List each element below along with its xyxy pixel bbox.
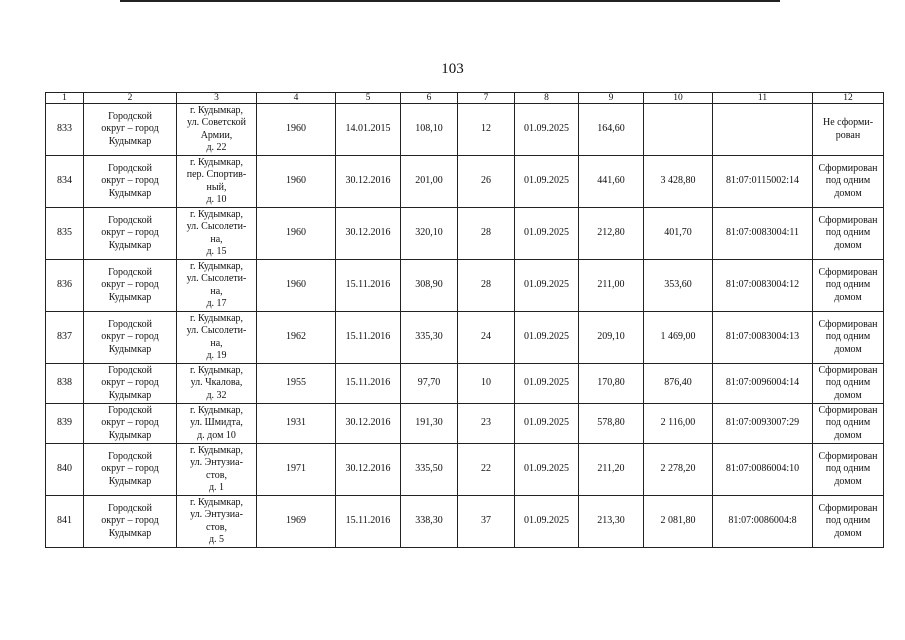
- value10-cell: 3 428,80: [644, 156, 713, 208]
- year-cell: 1969: [257, 496, 336, 548]
- area-cell: 335,30: [401, 312, 458, 364]
- address-cell: г. Кудымкар, ул. Сысолети- на, д. 17: [177, 260, 257, 312]
- deadline-cell: 01.09.2025: [515, 208, 579, 260]
- value10-cell: 401,70: [644, 208, 713, 260]
- deadline-cell: 01.09.2025: [515, 156, 579, 208]
- column-number: 1: [46, 93, 84, 104]
- table-row: [46, 104, 884, 156]
- count-cell: 37: [458, 496, 515, 548]
- column-number: 10: [644, 93, 713, 104]
- year-cell: 1960: [257, 104, 336, 156]
- row-number: 840: [46, 444, 84, 496]
- status-cell: Сформирован под одним домом: [813, 156, 884, 208]
- deadline-cell: 01.09.2025: [515, 496, 579, 548]
- deadline-cell: 01.09.2025: [515, 444, 579, 496]
- value9-cell: 441,60: [579, 156, 644, 208]
- table-row: [46, 404, 884, 444]
- column-number: 5: [336, 93, 401, 104]
- status-cell: Сформирован под одним домом: [813, 312, 884, 364]
- address-cell: г. Кудымкар, ул. Советской Армии, д. 22: [177, 104, 257, 156]
- count-cell: 26: [458, 156, 515, 208]
- value10-cell: 2 116,00: [644, 404, 713, 444]
- table-row: [46, 312, 884, 364]
- date-cell: 30.12.2016: [336, 156, 401, 208]
- table-row: [46, 444, 884, 496]
- deadline-cell: 01.09.2025: [515, 104, 579, 156]
- status-cell: Сформирован под одним домом: [813, 208, 884, 260]
- deadline-cell: 01.09.2025: [515, 312, 579, 364]
- count-cell: 22: [458, 444, 515, 496]
- address-cell: г. Кудымкар, ул. Энтузиа- стов, д. 1: [177, 444, 257, 496]
- page-number: 103: [441, 61, 464, 77]
- status-cell: Не сформи- рован: [813, 104, 884, 156]
- year-cell: 1931: [257, 404, 336, 444]
- column-number: 8: [515, 93, 579, 104]
- value9-cell: 578,80: [579, 404, 644, 444]
- housing-registry-table: [45, 92, 884, 548]
- column-number: 11: [713, 93, 813, 104]
- address-cell: г. Кудымкар, ул. Сысолети- на, д. 15: [177, 208, 257, 260]
- value10-cell: [644, 104, 713, 156]
- address-cell: г. Кудымкар, ул. Сысолети- на, д. 19: [177, 312, 257, 364]
- column-number: 2: [84, 93, 177, 104]
- column-number: 4: [257, 93, 336, 104]
- row-number: 838: [46, 364, 84, 404]
- date-cell: 14.01.2015: [336, 104, 401, 156]
- date-cell: 30.12.2016: [336, 208, 401, 260]
- count-cell: 23: [458, 404, 515, 444]
- area-cell: 201,00: [401, 156, 458, 208]
- cadastral-number-cell: 81:07:0093007:29: [713, 404, 813, 444]
- area-cell: 308,90: [401, 260, 458, 312]
- column-number: 3: [177, 93, 257, 104]
- area-cell: 335,50: [401, 444, 458, 496]
- status-cell: Сформирован под одним домом: [813, 404, 884, 444]
- cadastral-number-cell: 81:07:0086004:10: [713, 444, 813, 496]
- row-number: 836: [46, 260, 84, 312]
- value9-cell: 164,60: [579, 104, 644, 156]
- row-number: 841: [46, 496, 84, 548]
- registry-body: [46, 104, 884, 548]
- date-cell: 15.11.2016: [336, 364, 401, 404]
- count-cell: 24: [458, 312, 515, 364]
- cadastral-number-cell: 81:07:0083004:13: [713, 312, 813, 364]
- table-row: [46, 260, 884, 312]
- value9-cell: 170,80: [579, 364, 644, 404]
- address-cell: г. Кудымкар, ул. Шмидта, д. дом 10: [177, 404, 257, 444]
- deadline-cell: 01.09.2025: [515, 260, 579, 312]
- area-cell: 191,30: [401, 404, 458, 444]
- address-cell: г. Кудымкар, ул. Чкалова, д. 32: [177, 364, 257, 404]
- value9-cell: 213,30: [579, 496, 644, 548]
- cadastral-number-cell: 81:07:0096004:14: [713, 364, 813, 404]
- date-cell: 30.12.2016: [336, 444, 401, 496]
- table-row: [46, 364, 884, 404]
- date-cell: 30.12.2016: [336, 404, 401, 444]
- area-cell: 108,10: [401, 104, 458, 156]
- table-row: [46, 208, 884, 260]
- municipality-cell: Городской округ – город Кудымкар: [84, 156, 177, 208]
- column-number: 7: [458, 93, 515, 104]
- year-cell: 1962: [257, 312, 336, 364]
- value9-cell: 211,00: [579, 260, 644, 312]
- value10-cell: 2 081,80: [644, 496, 713, 548]
- top-rule: [120, 0, 780, 2]
- date-cell: 15.11.2016: [336, 496, 401, 548]
- column-number: 9: [579, 93, 644, 104]
- value10-cell: 876,40: [644, 364, 713, 404]
- count-cell: 10: [458, 364, 515, 404]
- deadline-cell: 01.09.2025: [515, 404, 579, 444]
- year-cell: 1960: [257, 208, 336, 260]
- year-cell: 1960: [257, 260, 336, 312]
- municipality-cell: Городской округ – город Кудымкар: [84, 208, 177, 260]
- municipality-cell: Городской округ – город Кудымкар: [84, 496, 177, 548]
- value10-cell: 353,60: [644, 260, 713, 312]
- row-number: 837: [46, 312, 84, 364]
- municipality-cell: Городской округ – город Кудымкар: [84, 404, 177, 444]
- municipality-cell: Городской округ – город Кудымкар: [84, 312, 177, 364]
- date-cell: 15.11.2016: [336, 260, 401, 312]
- year-cell: 1971: [257, 444, 336, 496]
- cadastral-number-cell: [713, 104, 813, 156]
- status-cell: Сформирован под одним домом: [813, 260, 884, 312]
- municipality-cell: Городской округ – город Кудымкар: [84, 104, 177, 156]
- count-cell: 28: [458, 208, 515, 260]
- column-number: 12: [813, 93, 884, 104]
- row-number: 834: [46, 156, 84, 208]
- count-cell: 28: [458, 260, 515, 312]
- cadastral-number-cell: 81:07:0083004:11: [713, 208, 813, 260]
- area-cell: 338,30: [401, 496, 458, 548]
- cadastral-number-cell: 81:07:0083004:12: [713, 260, 813, 312]
- value9-cell: 211,20: [579, 444, 644, 496]
- municipality-cell: Городской округ – город Кудымкар: [84, 444, 177, 496]
- year-cell: 1955: [257, 364, 336, 404]
- row-number: 835: [46, 208, 84, 260]
- date-cell: 15.11.2016: [336, 312, 401, 364]
- column-number-row: [46, 93, 884, 104]
- row-number: 839: [46, 404, 84, 444]
- value10-cell: 2 278,20: [644, 444, 713, 496]
- address-cell: г. Кудымкар, ул. Энтузиа- стов, д. 5: [177, 496, 257, 548]
- count-cell: 12: [458, 104, 515, 156]
- value9-cell: 209,10: [579, 312, 644, 364]
- table-row: [46, 496, 884, 548]
- year-cell: 1960: [257, 156, 336, 208]
- row-number: 833: [46, 104, 84, 156]
- status-cell: Сформирован под одним домом: [813, 444, 884, 496]
- municipality-cell: Городской округ – город Кудымкар: [84, 260, 177, 312]
- municipality-cell: Городской округ – город Кудымкар: [84, 364, 177, 404]
- cadastral-number-cell: 81:07:0086004:8: [713, 496, 813, 548]
- value10-cell: 1 469,00: [644, 312, 713, 364]
- table-row: [46, 156, 884, 208]
- status-cell: Сформирован под одним домом: [813, 364, 884, 404]
- deadline-cell: 01.09.2025: [515, 364, 579, 404]
- column-number: 6: [401, 93, 458, 104]
- area-cell: 320,10: [401, 208, 458, 260]
- value9-cell: 212,80: [579, 208, 644, 260]
- area-cell: 97,70: [401, 364, 458, 404]
- address-cell: г. Кудымкар, пер. Спортив- ный, д. 10: [177, 156, 257, 208]
- status-cell: Сформирован под одним домом: [813, 496, 884, 548]
- cadastral-number-cell: 81:07:0115002:14: [713, 156, 813, 208]
